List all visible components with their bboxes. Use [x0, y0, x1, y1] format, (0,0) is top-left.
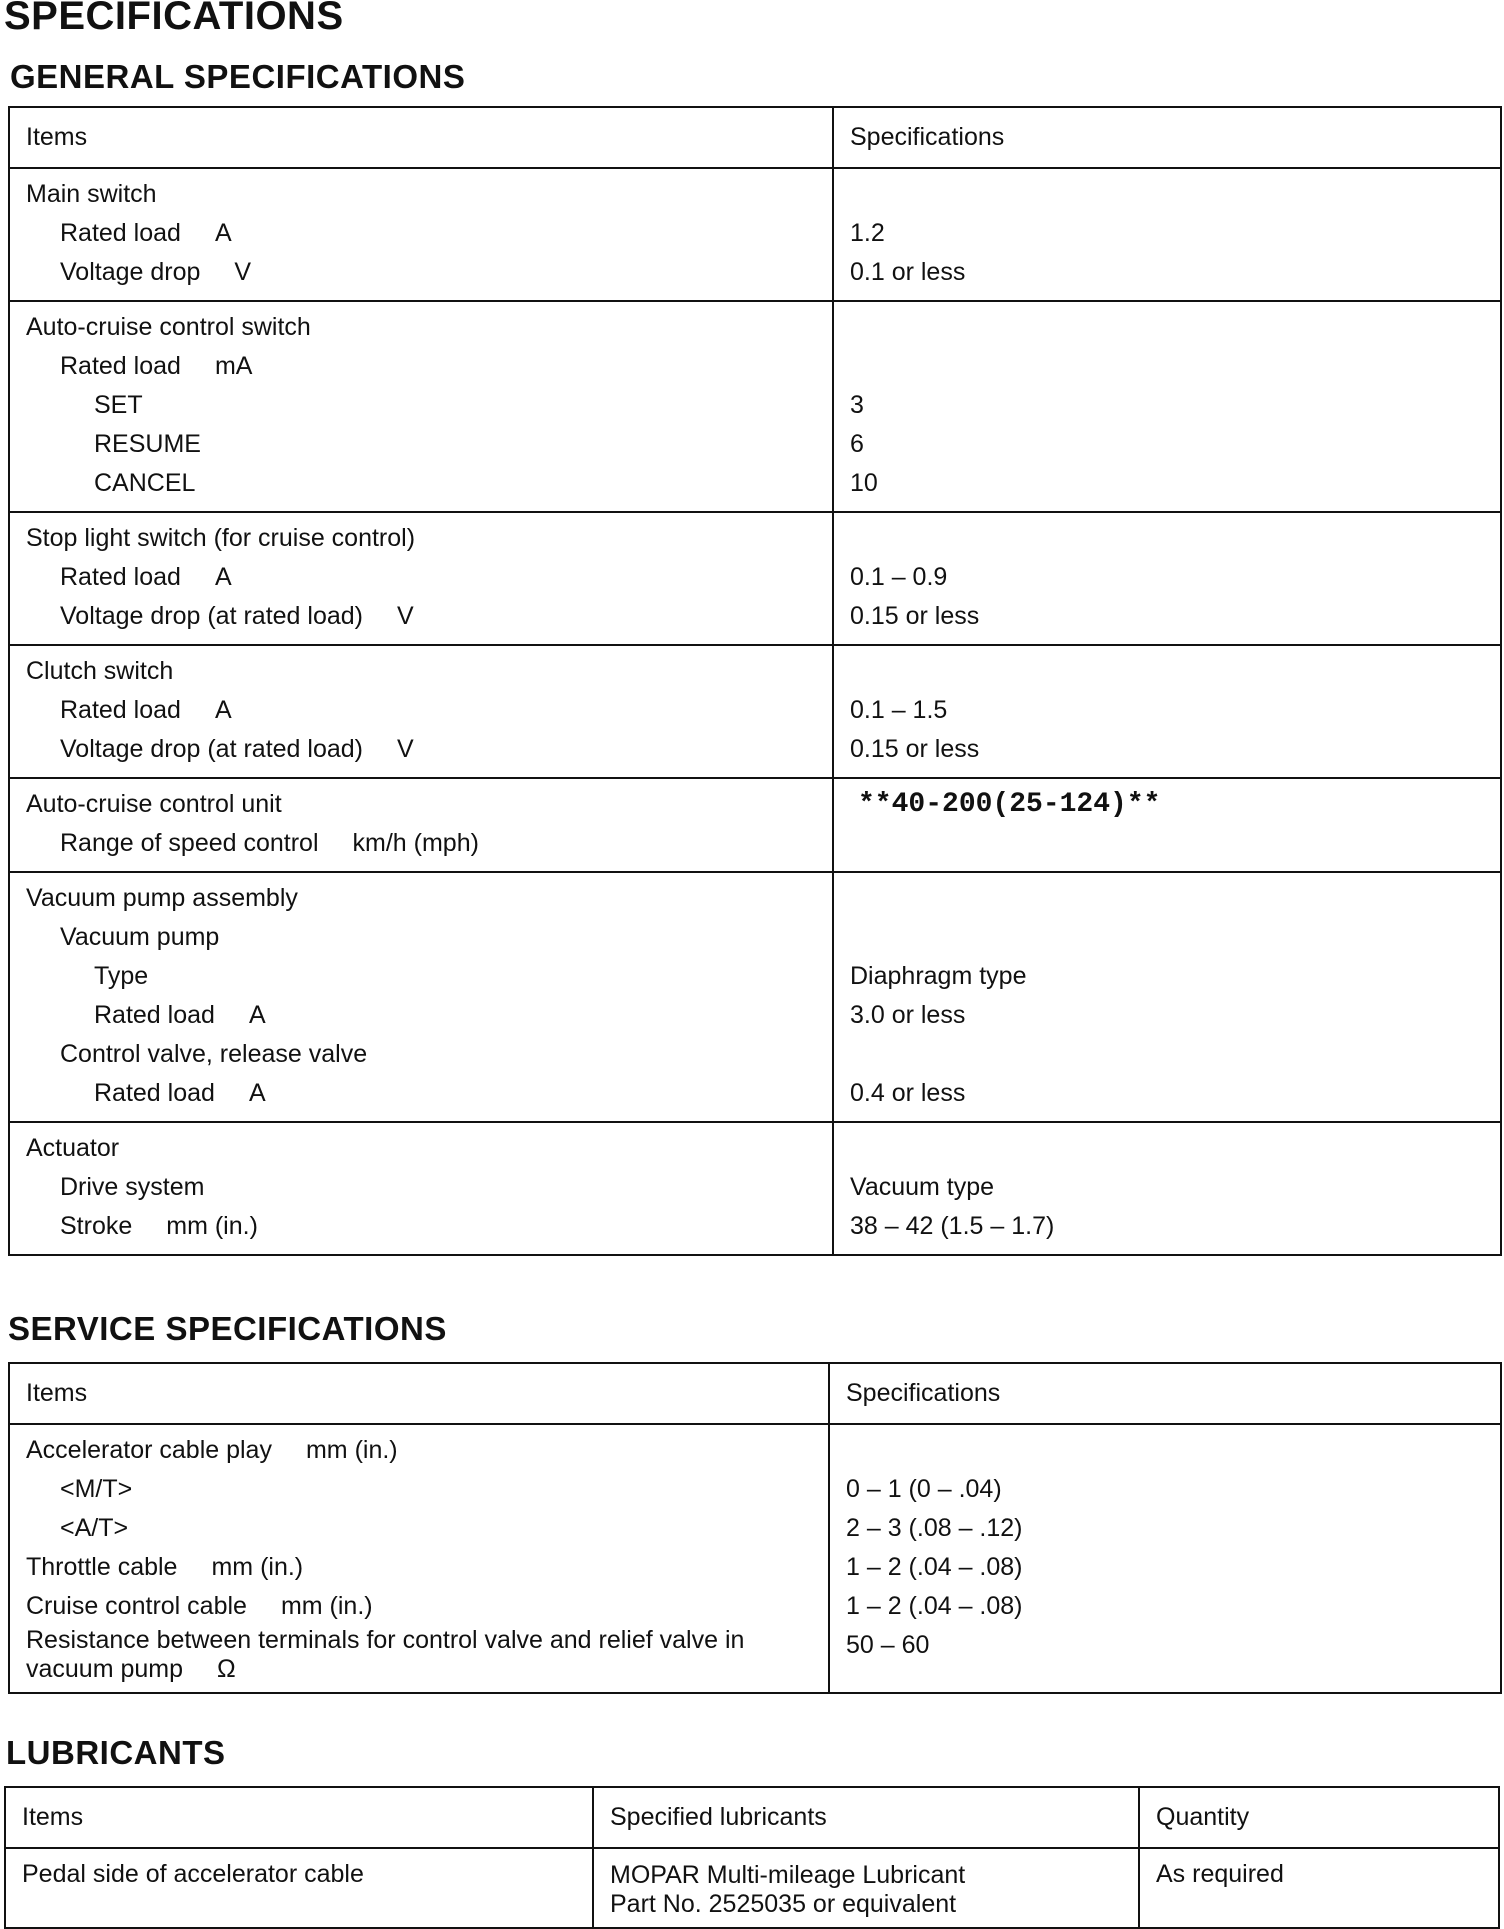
row-label: Accelerator cable play: [26, 1436, 272, 1464]
general-specifications-table: [8, 106, 1502, 1256]
items-header: Items: [5, 1787, 593, 1848]
row-label: <M/T>: [60, 1475, 133, 1503]
row-value: 3.0 or less: [850, 1001, 966, 1029]
row-unit: A: [248, 1001, 266, 1029]
row-unit: Ω: [217, 1655, 236, 1683]
row-value: 0.4 or less: [850, 1079, 966, 1107]
table-header-row: [5, 1787, 1499, 1848]
general-specifications-heading: GENERAL SPECIFICATIONS: [10, 58, 466, 95]
row-unit: km/h (mph): [352, 829, 479, 857]
specifications-header: Specifications: [829, 1363, 1501, 1424]
table-row: [9, 1122, 1501, 1255]
row-value: 0.1 – 1.5: [850, 696, 948, 724]
row-value: **40-200(25-124)**: [858, 789, 1161, 820]
group-name: Vacuum pump assembly: [26, 884, 298, 912]
row-unit: A: [214, 563, 232, 591]
row-label: Voltage drop (at rated load): [60, 735, 363, 763]
group-name: Main switch: [26, 180, 157, 208]
table-header-row: [9, 1363, 1501, 1424]
table-row: [9, 872, 1501, 1122]
row-label: Rated load: [94, 1079, 215, 1107]
row-label: Rated load: [60, 696, 181, 724]
row-value: 0 – 1 (0 – .04): [846, 1475, 1002, 1503]
table-row: [5, 1848, 1499, 1928]
row-value: 50 – 60: [846, 1631, 930, 1659]
table-header-row: [9, 107, 1501, 168]
service-specifications-table: [8, 1362, 1502, 1694]
service-specifications-heading: SERVICE SPECIFICATIONS: [8, 1310, 447, 1347]
row-unit: A: [214, 219, 232, 247]
table-row: [9, 301, 1501, 512]
group-name: Clutch switch: [26, 657, 174, 685]
row-label: Voltage drop (at rated load): [60, 602, 363, 630]
page-title: SPECIFICATIONS: [4, 0, 344, 38]
row-value: 6: [850, 430, 864, 458]
row-value: 38 – 42 (1.5 – 1.7): [850, 1212, 1055, 1240]
row-label: Pedal side of accelerator cable: [22, 1860, 364, 1888]
table-row: [9, 1424, 1501, 1693]
row-label: Cruise control cable: [26, 1592, 247, 1620]
row-label: RESUME: [94, 430, 201, 458]
table-row: [9, 778, 1501, 872]
row-value: 3: [850, 391, 864, 419]
table-row: [9, 512, 1501, 645]
group-name: Stop light switch (for cruise control): [26, 524, 416, 552]
row-unit: A: [214, 696, 232, 724]
row-unit: mm (in.): [305, 1436, 398, 1464]
row-label: Rated load: [60, 352, 181, 380]
group-name: Auto-cruise control switch: [26, 313, 311, 341]
row-value: 0.1 – 0.9: [850, 563, 948, 591]
row-value: As required: [1156, 1860, 1284, 1888]
lubricants-table: [4, 1786, 1500, 1929]
quantity-header: Quantity: [1139, 1787, 1499, 1848]
table-row: [9, 168, 1501, 301]
items-header: Items: [9, 1363, 829, 1424]
row-label: SET: [94, 391, 143, 419]
table-row: [9, 645, 1501, 778]
group-name: Actuator: [26, 1134, 120, 1162]
row-label: CANCEL: [94, 469, 196, 497]
row-label: Rated load: [60, 563, 181, 591]
lubricant-name: MOPAR Multi-mileage Lubricant: [610, 1861, 966, 1889]
row-unit: mm (in.): [211, 1553, 304, 1581]
row-label: Range of speed control: [60, 829, 319, 857]
row-label: Rated load: [94, 1001, 215, 1029]
items-header: Items: [9, 107, 833, 168]
row-value: 10: [850, 469, 878, 497]
row-value: 1 – 2 (.04 – .08): [846, 1553, 1023, 1581]
row-unit: V: [396, 602, 414, 630]
row-value: Vacuum type: [850, 1173, 995, 1201]
row-value: 0.15 or less: [850, 735, 980, 763]
row-value: Diaphragm type: [850, 962, 1027, 990]
row-value: 1.2: [850, 219, 885, 247]
lubricants-heading: LUBRICANTS: [6, 1734, 226, 1771]
row-unit: mm (in.): [280, 1592, 373, 1620]
row-label: Resistance between terminals for control valve and relief valve in vacuum pump: [26, 1626, 745, 1683]
row-unit: A: [248, 1079, 266, 1107]
row-label: Drive system: [60, 1173, 205, 1201]
row-value: 0.1 or less: [850, 258, 966, 286]
row-label: Stroke: [60, 1212, 133, 1240]
row-unit: mm (in.): [166, 1212, 258, 1240]
lubricant-header: Specified lubricants: [593, 1787, 1139, 1848]
row-label: <A/T>: [60, 1514, 129, 1542]
row-value: 2 – 3 (.08 – .12): [846, 1514, 1023, 1542]
subgroup-name: Vacuum pump: [60, 923, 220, 951]
row-label: Throttle cable: [26, 1553, 178, 1581]
specifications-header: Specifications: [833, 107, 1501, 168]
row-value: 0.15 or less: [850, 602, 980, 630]
row-label: Type: [94, 962, 149, 990]
row-unit: V: [234, 258, 252, 286]
subgroup-name: Control valve, release valve: [60, 1040, 368, 1068]
row-unit: V: [396, 735, 414, 763]
lubricant-part-number: Part No. 2525035 or equivalent: [610, 1890, 957, 1918]
group-name: Auto-cruise control unit: [26, 790, 282, 818]
row-label: Voltage drop: [60, 258, 201, 286]
row-value: 1 – 2 (.04 – .08): [846, 1592, 1023, 1620]
row-label: Rated load: [60, 219, 181, 247]
row-unit: mA: [214, 352, 253, 380]
